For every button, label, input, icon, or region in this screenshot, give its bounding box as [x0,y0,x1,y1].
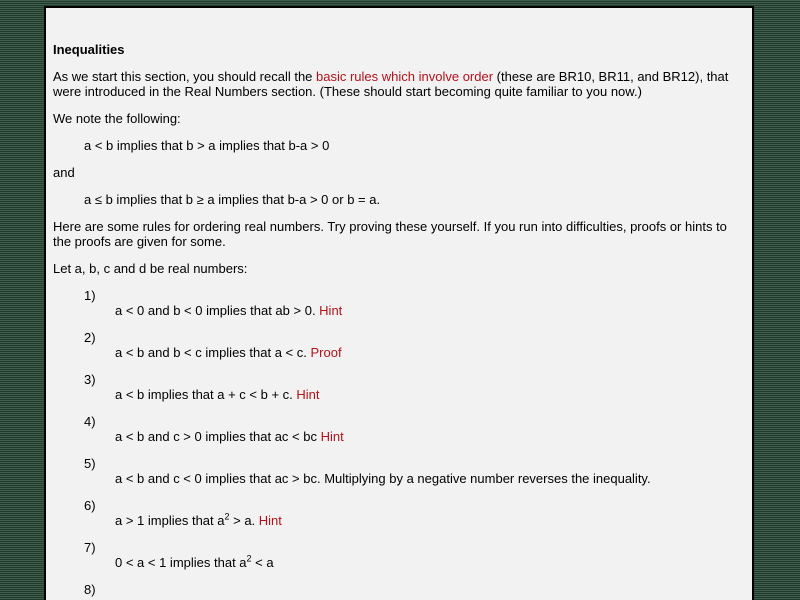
statement-nonstrict: a ≤ b implies that b ≥ a implies that b-a > 0 or b = a. [84,192,381,207]
statement-strict: a < b implies that b > a implies that b-a > 0 [84,138,330,153]
rule-text: a < b and b < c implies that a < c. [115,345,311,360]
rule-statement [53,429,745,444]
rule-item [53,330,745,360]
rules-list [53,288,745,597]
rule-text: 0 < a < 1 implies that a [115,555,247,570]
hint-link[interactable]: Hint [258,513,282,528]
superscript: 2 [246,553,252,564]
hint-link[interactable]: Hint [320,429,344,444]
rule-number: 1) [84,288,96,303]
note-following: We note the following: [53,111,181,126]
rule-number: 2) [84,330,96,345]
rule-number: 7) [84,540,96,555]
rule-text: a > 1 implies that a [115,513,225,528]
and-word: and [53,165,75,180]
rule-statement [53,513,745,528]
basic-rules-link[interactable]: basic rules which involve order [316,69,494,84]
rule-number: 3) [84,372,96,387]
rule-item [53,414,745,444]
rule-statement [53,387,745,402]
hint-link[interactable]: Hint [296,387,320,402]
intro-paragraph [53,69,745,99]
hint-link[interactable]: Hint [319,303,343,318]
intro-text-before: As we start this section, you should recall the [53,69,317,84]
proof-link[interactable]: Proof [310,345,342,360]
rule-text: a < b implies that a + c < b + c. [115,387,297,402]
intro-text-after: (these are BR10, BR11, and BR12), that were introduced in the Real Numbers section. (These should start becoming quite familiar to you now.) [53,69,729,99]
rule-item [53,540,745,570]
rule-number: 6) [84,498,96,513]
rule-text: > a. [229,513,259,528]
rule-item [53,498,745,528]
rule-number: 5) [84,456,96,471]
rule-item [53,582,745,597]
rule-number: 8) [84,582,96,597]
rules-intro: Here are some rules for ordering real numbers. Try proving these yourself. If you run into difficulties, proofs or hints to the proofs are given for some. [53,219,727,249]
rule-text: < a [251,555,274,570]
superscript: 2 [224,511,230,522]
rule-item [53,288,745,318]
rule-text: a < b and c > 0 implies that ac < bc [115,429,321,444]
rule-number: 4) [84,414,96,429]
rule-text: a < b and c < 0 implies that ac > bc. Multiplying by a negative number reverses the inequality. [115,471,651,486]
rule-text: a < 0 and b < 0 implies that ab > 0. [115,303,320,318]
page-title: Inequalities [53,42,125,57]
rule-statement [53,345,745,360]
rule-statement [53,555,745,570]
rule-statement [53,471,745,486]
content-panel [44,6,754,600]
rule-statement [53,303,745,318]
rule-item [53,456,745,486]
rule-item [53,372,745,402]
let-line: Let a, b, c and d be real numbers: [53,261,248,276]
